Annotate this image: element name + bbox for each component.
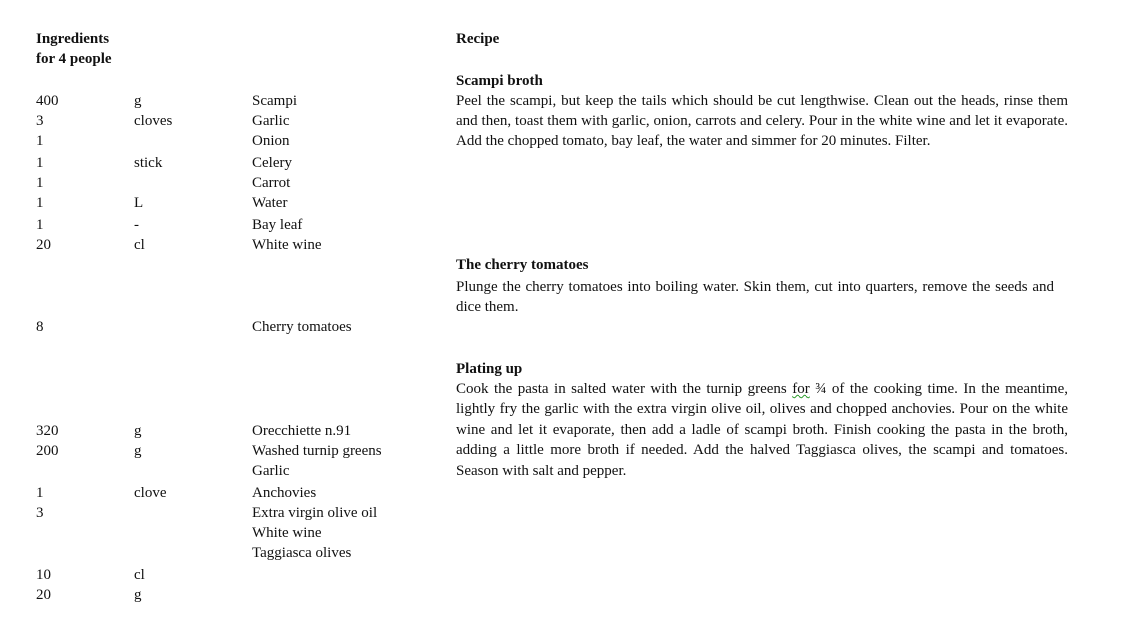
ingredient-name: Water — [252, 195, 288, 211]
section-text-part: Cook the pasta in salted water with the turnip greens — [456, 381, 793, 397]
ingredient-unit: clove — [134, 485, 167, 501]
section-body-cherry-tomatoes — [456, 277, 1054, 317]
ingredient-name: Bay leaf — [252, 217, 303, 233]
ingredient-qty: 200 — [36, 443, 59, 459]
ingredient-name: Anchovies — [252, 485, 317, 501]
ingredient-qty: 1 — [36, 195, 44, 211]
ingredient-qty: 3 — [36, 505, 44, 521]
ingredient-name: Washed turnip greens — [252, 443, 382, 459]
ingredient-name: Garlic — [252, 463, 290, 479]
ingredient-name: Cherry tomatoes — [252, 319, 352, 335]
ingredient-qty: 400 — [36, 93, 59, 109]
ingredient-unit: g — [134, 587, 142, 603]
ingredients-title: Ingredients — [36, 31, 110, 47]
ingredient-unit: - — [134, 217, 139, 233]
ingredient-unit: cl — [134, 567, 145, 583]
ingredient-qty: 1 — [36, 155, 44, 171]
ingredient-qty: 1 — [36, 133, 44, 149]
ingredient-name: Garlic — [252, 113, 290, 129]
section-body-plating-up — [456, 379, 1068, 481]
section-body-scampi-broth — [456, 91, 1068, 151]
ingredient-qty: 10 — [36, 567, 51, 583]
section-text — [456, 379, 1068, 481]
ingredient-unit: g — [134, 423, 142, 439]
ingredient-name: White wine — [252, 525, 322, 541]
ingredient-qty: 8 — [36, 319, 44, 335]
ingredient-unit: L — [134, 195, 144, 211]
section-text-part: ¾ of the cooking time. In the meantime, lightly fry the garlic with the extra virgin olive oil, olives and chopped anchovies. Pour on the white wine and let it evaporate, then add a ladle of scampi broth. Finish cooking the pasta in the broth, adding a little more broth if needed. Add the halved Taggiasca olives, the scampi and tomatoes. Season with salt and pepper. — [456, 381, 1068, 479]
section-heading-scampi-broth: Scampi broth — [456, 73, 543, 89]
ingredient-unit: cloves — [134, 113, 173, 129]
ingredient-name: Carrot — [252, 175, 291, 191]
ingredient-unit: g — [134, 443, 142, 459]
ingredients-subtitle: for 4 people — [36, 51, 112, 67]
recipe-title: Recipe — [456, 31, 500, 47]
ingredient-name: Scampi — [252, 93, 297, 109]
ingredient-qty: 1 — [36, 217, 44, 233]
ingredient-name: Taggiasca olives — [252, 545, 352, 561]
ingredient-name: Onion — [252, 133, 290, 149]
ingredient-qty: 20 — [36, 237, 51, 253]
ingredient-unit: stick — [134, 155, 163, 171]
section-text: Plunge the cherry tomatoes into boiling water. Skin them, cut into quarters, remove the seeds and dice them. — [456, 279, 1054, 315]
ingredient-qty: 20 — [36, 587, 51, 603]
spellcheck-underlined-word: for — [792, 381, 810, 397]
ingredient-name: Orecchiette n.91 — [252, 423, 352, 439]
ingredient-unit: cl — [134, 237, 145, 253]
ingredient-name: Extra virgin olive oil — [252, 505, 378, 521]
ingredient-unit: g — [134, 93, 142, 109]
ingredient-name: Celery — [252, 155, 292, 171]
section-heading-plating-up: Plating up — [456, 361, 523, 377]
section-heading-cherry-tomatoes: The cherry tomatoes — [456, 257, 589, 273]
ingredient-qty: 1 — [36, 485, 44, 501]
ingredient-qty: 3 — [36, 113, 44, 129]
ingredient-name: White wine — [252, 237, 322, 253]
ingredient-qty: 1 — [36, 175, 44, 191]
section-text: Peel the scampi, but keep the tails which should be cut lengthwise. Clean out the heads, rinse them and then, toast them with garlic, onion, carrots and celery. Pour in the white wine and let it evaporate. Add the chopped tomato, bay leaf, the water and simmer for 20 minutes. Filter. — [456, 93, 1068, 149]
ingredient-qty: 320 — [36, 423, 59, 439]
